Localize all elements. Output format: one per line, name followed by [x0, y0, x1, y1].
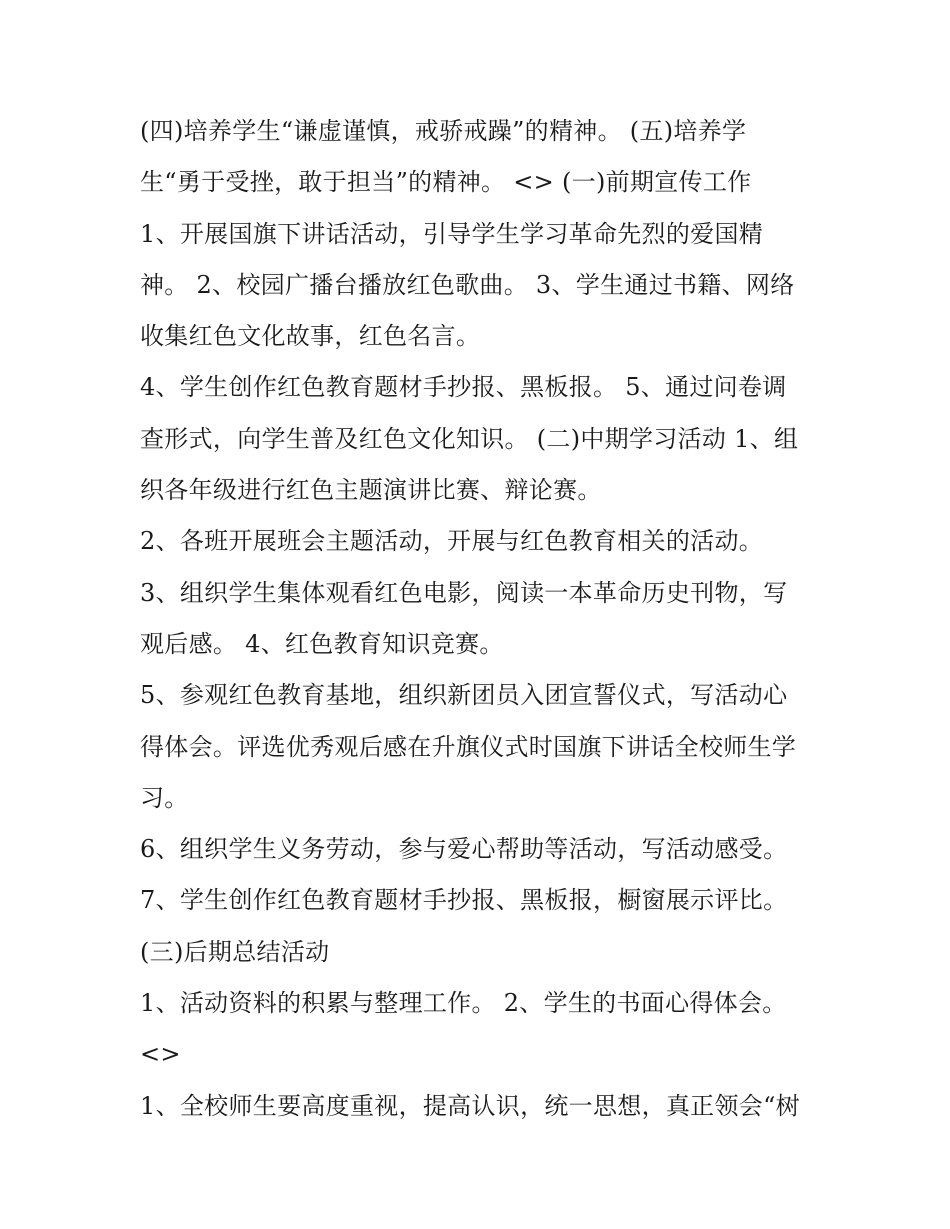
text-line: 5、参观红色教育基地，组织新团员入团宣誓仪式，写活动心 [140, 681, 788, 710]
text-line: 7、学生创作红色教育题材手抄报、黑板报，橱窗展示评比。 [140, 886, 788, 915]
text-line: 1、活动资料的积累与整理工作。 2、学生的书面心得体会。 [140, 989, 787, 1018]
text-line: 1、开展国旗下讲话活动，引导学生学习革命先烈的爱国精 [140, 219, 764, 248]
text-line: 神。 2、校园广播台播放红色歌曲。 3、学生通过书籍、网络 [140, 270, 795, 299]
text-line: 6、组织学生义务劳动，参与爱心帮助等活动，写活动感受。 [140, 835, 788, 864]
text-line: (三)后期总结活动 [140, 937, 330, 966]
text-line: 3、组织学生集体观看红色电影，阅读一本革命历史刊物，写 [140, 578, 788, 607]
text-line: 得体会。评选优秀观后感在升旗仪式时国旗下讲话全校师生学 [140, 732, 797, 761]
text-line: <> [140, 1040, 181, 1069]
text-line: 查形式，向学生普及红色文化知识。 (二)中期学习活动 1、组 [140, 424, 799, 453]
text-line: 生“勇于受挫，敢于担当”的精神。 <> (一)前期宣传工作 [140, 168, 752, 197]
document-body [140, 106, 830, 1132]
text-line: 习。 [140, 783, 189, 812]
text-line: 织各年级进行红色主题演讲比赛、辩论赛。 [140, 476, 602, 505]
text-line: (四)培养学生“谦虚谨慎，戒骄戒躁”的精神。 (五)培养学 [140, 117, 747, 145]
text-line: 2、各班开展班会主题活动，开展与红色教育相关的活动。 [140, 527, 764, 556]
text-line: 1、全校师生要高度重视，提高认识，统一思想，真正领会“树 [140, 1091, 800, 1120]
text-line: 观后感。 4、红色教育知识竞赛。 [140, 629, 504, 658]
text-line: 收集红色文化故事，红色名言。 [140, 322, 481, 351]
text-line: 4、学生创作红色教育题材手抄报、黑板报。 5、通过问卷调 [140, 373, 787, 402]
